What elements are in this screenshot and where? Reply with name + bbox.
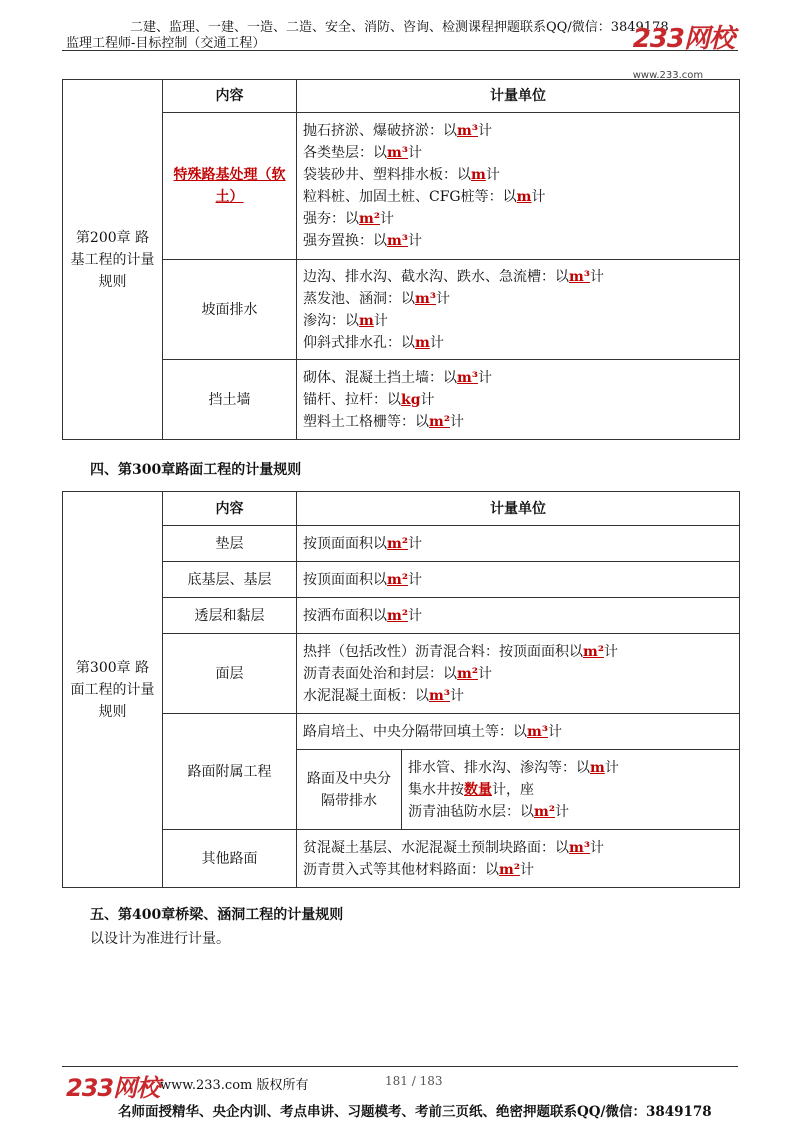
page-number: 181 / 183 [385, 1074, 443, 1088]
unit-highlight: m³ [387, 233, 408, 249]
unit-highlight: m³ [429, 687, 450, 704]
unit-line: 砌体、混凝土挡土墙：以m³计 [303, 369, 492, 386]
unit-highlight: m² [429, 413, 450, 430]
unit-line: 渗沟：以m计 [303, 312, 388, 329]
header-unit: 计量单位 [297, 492, 740, 526]
unit-line: 沥青贯入式等其他材料路面：以m²计 [303, 861, 534, 878]
table-chapter-200 [62, 79, 740, 440]
section-5-text: 以设计为准进行计量。 [90, 931, 230, 947]
row-name: 面层 [163, 634, 297, 714]
unit-line: 塑料土工格栅等：以m²计 [303, 413, 464, 430]
sub-row-name: 路面及中央分隔带排水 [297, 750, 402, 830]
header-content: 内容 [163, 492, 297, 526]
row-name: 路面附属工程 [163, 714, 297, 830]
header-rule [62, 50, 738, 51]
unit-line: 锚杆、拉杆：以kg计 [303, 391, 435, 408]
unit-line: 强夯：以m²计 [303, 211, 394, 227]
unit-highlight: m² [387, 607, 408, 624]
unit-line: 排水管、排水沟、渗沟等：以m计 [408, 759, 619, 776]
unit-highlight: 数量 [464, 781, 492, 798]
row-units: 按顶面面积以m²计 [297, 526, 740, 562]
unit-line: 袋装砂井、塑料排水板：以m计 [303, 167, 500, 183]
header-top-line: 二建、监理、一建、一造、二造、安全、消防、咨询、检测课程押题联系QQ/微信：3849178 [130, 20, 669, 35]
unit-highlight: m² [583, 643, 604, 660]
section-4-heading: 四、第300章路面工程的计量规则 [90, 462, 302, 478]
row-name: 其他路面 [163, 830, 297, 888]
unit-line: 热拌（包括改性）沥青混合料：按顶面面积以m²计 [303, 643, 618, 660]
unit-line: 水泥混凝土面板：以m³计 [303, 687, 464, 704]
unit-highlight: m² [534, 803, 555, 820]
brand-logo: 233网校 www.233.com [632, 24, 734, 81]
row-name: 坡面排水 [163, 260, 297, 360]
row-units [297, 260, 740, 360]
unit-highlight: m² [387, 535, 408, 552]
unit-highlight: m² [457, 665, 478, 682]
row-units [402, 750, 740, 830]
unit-highlight: m² [359, 211, 380, 227]
unit-line: 各类垫层：以m³计 [303, 145, 422, 161]
row-units [297, 113, 740, 260]
row-name: 特殊路基处理（软土） [163, 113, 297, 260]
footer-logo: 233网校 [66, 1074, 160, 1102]
chapter-cell: 第200章 路基工程的计量规则 [63, 80, 163, 440]
unit-highlight: m² [499, 861, 520, 878]
footer-promo: 名师面授精华、央企内训、考点串讲、习题模考、考前三页纸、绝密押题联系QQ/微信：3849178 [118, 1104, 712, 1120]
unit-line: 贫混凝土基层、水泥混凝土预制块路面：以m³计 [303, 839, 604, 856]
unit-highlight: m³ [387, 145, 408, 161]
unit-highlight: m [516, 189, 532, 205]
unit-line: 强夯置换：以m³计 [303, 233, 422, 249]
header-content: 内容 [163, 80, 297, 113]
unit-highlight: m³ [569, 268, 590, 285]
footer-copyright: www.233.com 版权所有 [160, 1078, 309, 1093]
unit-line: 集水井按数量计，座 [408, 781, 534, 798]
unit-line: 边沟、排水沟、截水沟、跌水、急流槽：以m³计 [303, 268, 604, 285]
row-units [297, 634, 740, 714]
unit-line: 粒料桩、加固土桩、CFG桩等：以m计 [303, 189, 546, 205]
row-name: 垫层 [163, 526, 297, 562]
unit-highlight: m [471, 167, 486, 183]
unit-line: 抛石挤淤、爆破挤淤：以m³计 [303, 123, 492, 139]
unit-line: 蒸发池、涵洞：以m³计 [303, 290, 450, 307]
unit-highlight: m³ [527, 723, 548, 740]
unit-highlight: m³ [457, 369, 478, 386]
unit-highlight: m [359, 312, 374, 329]
row-name: 挡土墙 [163, 360, 297, 440]
row-units [297, 830, 740, 888]
row-units: 路肩培土、中央分隔带回填土等：以m³计 [297, 714, 740, 750]
unit-line: 沥青油毡防水层：以m²计 [408, 803, 569, 820]
row-units: 按顶面面积以m²计 [297, 562, 740, 598]
unit-highlight: m [590, 759, 605, 776]
unit-highlight: m² [387, 571, 408, 588]
row-name: 透层和黏层 [163, 598, 297, 634]
unit-highlight: m³ [457, 123, 478, 139]
header-unit: 计量单位 [297, 80, 740, 113]
row-name: 底基层、基层 [163, 562, 297, 598]
row-units [297, 360, 740, 440]
unit-line: 沥青表面处治和封层：以m²计 [303, 665, 492, 682]
chapter-cell: 第300章 路面工程的计量规则 [63, 492, 163, 888]
unit-highlight: m³ [415, 290, 436, 307]
section-5-heading: 五、第400章桥梁、涵洞工程的计量规则 [90, 907, 344, 923]
unit-line: 仰斜式排水孔：以m计 [303, 334, 444, 351]
unit-highlight: m [415, 334, 430, 351]
table-chapter-300 [62, 491, 740, 888]
footer-rule [62, 1066, 738, 1067]
header-subtitle: 监理工程师-目标控制（交通工程） [66, 36, 266, 51]
unit-highlight: m³ [569, 839, 590, 856]
unit-highlight: kg [401, 391, 421, 408]
row-units: 按洒布面积以m²计 [297, 598, 740, 634]
